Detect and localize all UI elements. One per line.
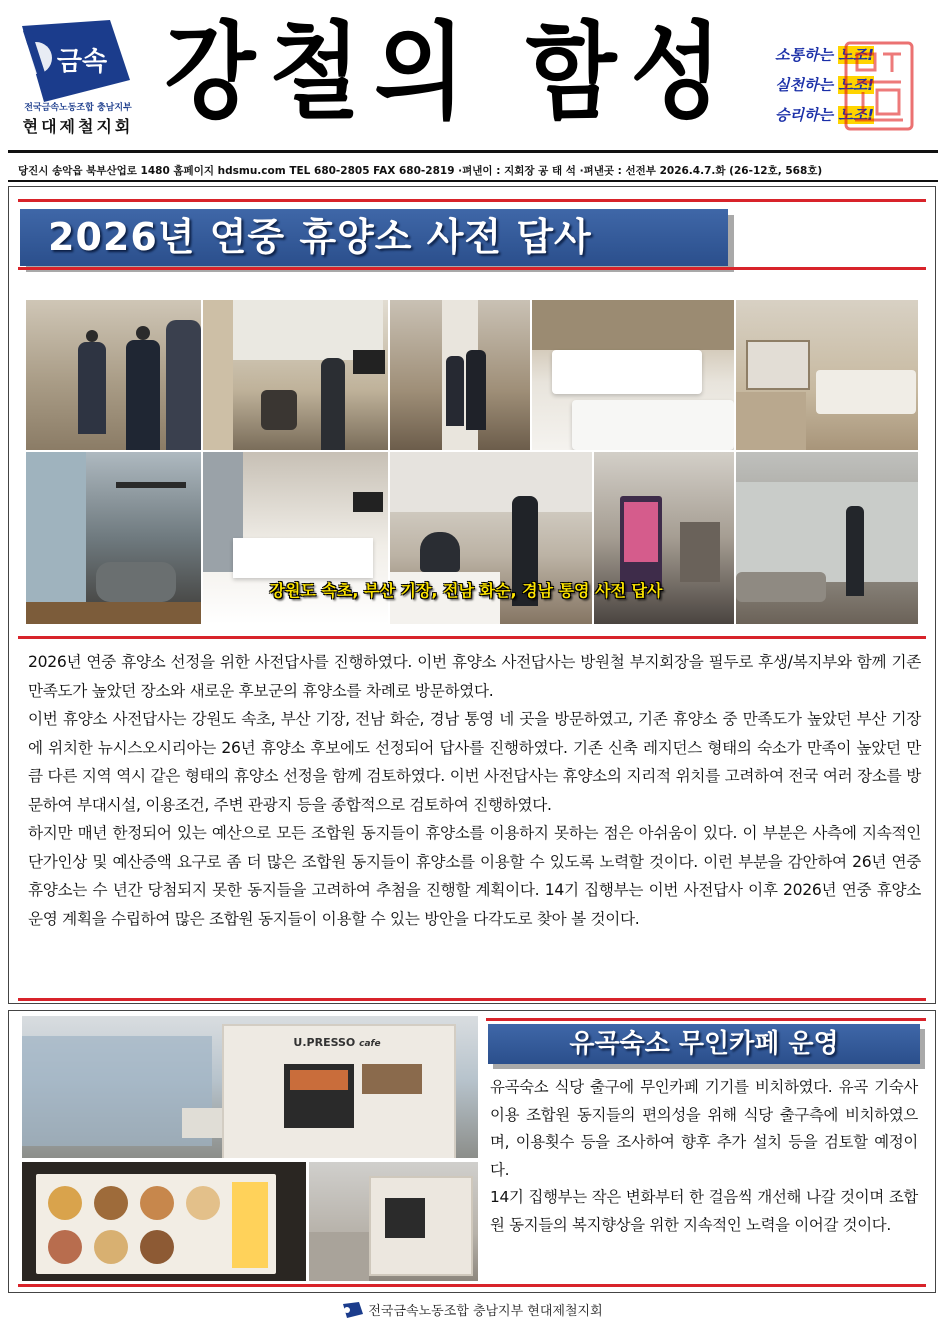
photo-bathroom bbox=[736, 300, 918, 450]
article-2-paragraph: 14기 집행부는 작은 변화부터 한 걸음씩 개선해 나갈 것이며 조합원 동지들의 복지향상을 위한 지속적인 노력을 이어갈 것이다. bbox=[490, 1188, 918, 1234]
union-logo bbox=[14, 18, 134, 106]
article-2-paragraph: 유곡숙소 식당 출구에 무인카페 기기를 비치하였다. 유곡 기숙사 이용 조합원 동지들의 편의성을 위해 식당 출구측에 비치하였으며, 이용횟수 등을 조사하여 향후 추가 설치 등을 검토할 예정이다. bbox=[490, 1078, 918, 1179]
footer bbox=[0, 1300, 945, 1319]
article-2-headline: 유곡숙소 무인카페 운영 bbox=[488, 1024, 920, 1064]
photo-twin-beds bbox=[532, 300, 734, 450]
divider-rule bbox=[18, 1284, 926, 1287]
article-2-body bbox=[490, 1074, 918, 1239]
slogan-1: 소통하는 노조! bbox=[775, 46, 875, 64]
slogan-2: 실천하는 노조! bbox=[775, 76, 875, 94]
photo-collage bbox=[26, 300, 918, 624]
collage-caption: 강원도 속초, 부산 기장, 전남 화순, 경남 통영 사전 답사 bbox=[269, 581, 663, 600]
newsletter-title: 강철의 함성 bbox=[164, 12, 736, 135]
article-1-paragraph: 하지만 매년 한정되어 있는 예산으로 모든 조합원 동지들이 휴양소를 이용하지 못하는 점은 아쉬움이 있다. 이 부분은 사측에 지속적인 단가인상 및 예산증액 요구로 좀 더 많은 조합원 동지들이 휴양소를 이용할 수 있도록 노력할 것이다. 이런 부분을 감안하여 26년 연중 휴양소는 수 년간 당첨되지 못한 동지들을 고려하여 추첨을 진행할 계획이다. 14기 집행부는 이번 사전답사 이후 2026년 연중 휴양소 운영 계획을 수립하여 많은 조합원 동지들이 이용할 수 있는 방안을 다각도로 찾아 볼 것이다. bbox=[28, 824, 921, 928]
photo-room-window bbox=[203, 300, 388, 450]
photo-living-room bbox=[736, 452, 918, 624]
masthead-rule bbox=[8, 180, 938, 182]
logo-text: 금속 bbox=[56, 47, 108, 77]
divider-rule bbox=[18, 199, 926, 202]
publication-info: 당진시 송악읍 북부산업로 1480 홈페이지 hdsmu.com TEL 680-2805 FAX 680-2819 ·펴낸이 : 지회장 공 태 석 ·펴낸곳 : 선전부 2026.4.7.화 (26-12호, 568호) bbox=[18, 165, 823, 177]
footer-text: 전국금속노동조합 충남지부 현대제철지회 bbox=[368, 1304, 603, 1319]
photo-cafe-corner bbox=[309, 1162, 478, 1281]
divider-rule bbox=[18, 636, 926, 639]
union-logo-small bbox=[342, 1302, 364, 1318]
article-1-paragraph: 이번 휴양소 사전답사는 강원도 속초, 부산 기장, 전남 화순, 경남 통영 네 곳을 방문하였고, 기존 휴양소 중 만족도가 높았던 부산 기장에 위치한 뉴시스오시리아는 26년 휴양소 후보에도 선정되어 답사를 진행하였다. 기존 신축 레지던스 형태의 숙소가 만족이 높았던 만큼 다른 지역 역시 같은 형태의 휴양소 선정을 함께 검토하였다. 이번 사전답사는 휴양소의 지리적 위치를 고려하여 전국 여러 장소를 방문하여 부대시설, 이용조건, 주변 관광지 등을 종합적으로 검토하여 진행하였다. bbox=[28, 710, 921, 814]
photo-lounge bbox=[26, 452, 201, 624]
branch-name: 현대제철지회 bbox=[22, 117, 134, 136]
masthead-rule bbox=[8, 150, 938, 153]
divider-rule bbox=[18, 998, 926, 1001]
photo-cafe-menu-screen bbox=[22, 1162, 306, 1281]
union-name: 전국금속노동조합 충남지부 bbox=[24, 103, 132, 113]
photo-hallway-staff bbox=[26, 300, 201, 450]
cafe-brand-sign: U.PRESSO cafe bbox=[293, 1036, 381, 1049]
divider-rule bbox=[18, 267, 926, 270]
photo-corridor-visit bbox=[390, 300, 530, 450]
photo-cafe-machine bbox=[22, 1016, 478, 1158]
slogan-3: 승리하는 노조! bbox=[775, 106, 875, 124]
red-seal-stamp bbox=[843, 40, 915, 132]
article-1-headline: 2026년 연중 휴양소 사전 답사 bbox=[20, 209, 728, 266]
article-1-paragraph: 2026년 연중 휴양소 선정을 위한 사전답사를 진행하였다. 이번 휴양소 사전답사는 방원철 부지회장을 필두로 후생/복지부와 함께 기존 만족도가 높았던 장소와 새로운 후보군의 휴양소를 차례로 방문하였다. bbox=[28, 653, 921, 700]
divider-rule bbox=[486, 1018, 926, 1021]
article-1-body bbox=[28, 648, 921, 933]
